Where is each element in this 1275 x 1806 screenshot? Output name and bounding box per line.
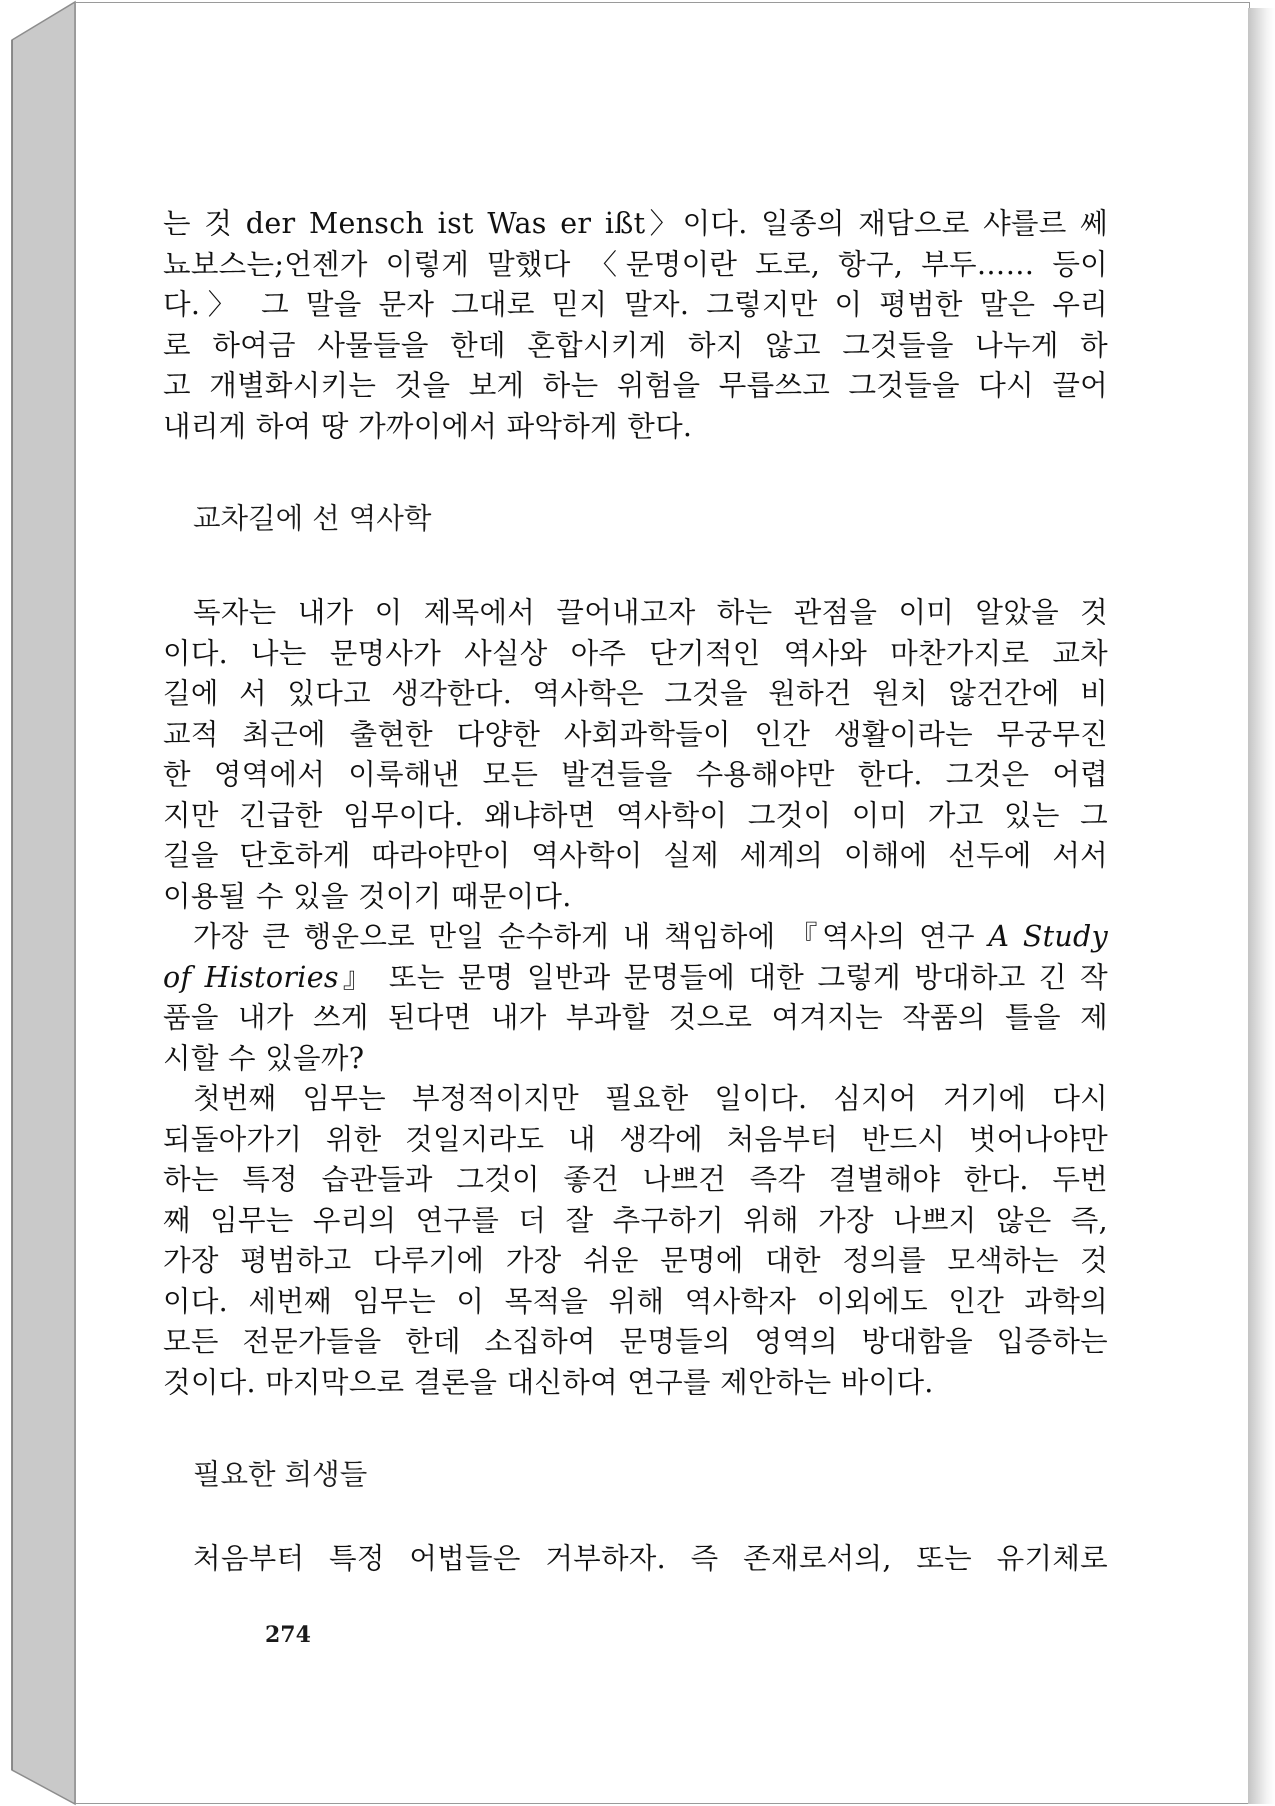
book-spine xyxy=(0,0,80,1806)
text-line: 처음부터 특정 어법들은 거부하자. 즉 존재로서의, 또는 유기체로 xyxy=(193,1542,1108,1575)
paragraph-5 xyxy=(163,1539,1108,1580)
section-heading: 교차길에 선 역사학 xyxy=(193,502,432,535)
text-line: 길을 단호하게 따라야만이 역사학이 실제 세계의 이해에 선두에 서서 xyxy=(163,839,1108,872)
paragraph-3 xyxy=(163,917,1108,1079)
paragraph-4 xyxy=(163,1079,1108,1403)
book-title-italic: A Study xyxy=(988,920,1108,953)
text-line: 첫번째 임무는 부정적이지만 필요한 일이다. 심지어 거기에 다시 xyxy=(193,1082,1108,1115)
text-line: 품을 내가 쓰게 된다면 내가 부과할 것으로 여겨지는 작품의 틀을 제 xyxy=(163,1001,1108,1034)
text-line: 되돌아가기 위한 것일지라도 내 생각에 처음부터 반드시 벗어나야만 xyxy=(163,1122,1108,1156)
text-line: 모든 전문가들을 한데 소집하여 문명들의 영역의 방대함을 입증하는 xyxy=(163,1325,1108,1358)
text-line: 는 것 der Mensch ist Was er ißt〉이다. 일종의 재담으로 샤를르 쎄 xyxy=(163,207,1108,240)
text-line: 이다. 세번째 임무는 이 목적을 위해 역사학자 이외에도 인간 과학의 xyxy=(163,1284,1108,1318)
paragraph-2 xyxy=(163,593,1108,917)
text-line: 것이다. 마지막으로 결론을 대신하여 연구를 제안하는 바이다. xyxy=(163,1365,934,1399)
page-text xyxy=(163,204,1108,1580)
text-line: 지만 긴급한 임무이다. 왜냐하면 역사학이 그것이 이미 가고 있는 그 xyxy=(163,798,1108,832)
text-line: 시할 수 있을까? xyxy=(163,1041,365,1075)
text-line: 로 하여금 사물들을 한데 혼합시키게 하지 않고 그것들을 나누게 하 xyxy=(163,328,1108,362)
text-line: 고 개별화시키는 것을 보게 하는 위험을 무릅쓰고 그것들을 다시 끌어 xyxy=(163,369,1108,402)
text-line: 이용될 수 있을 것이기 때문이다. xyxy=(163,879,572,913)
text-line xyxy=(163,958,1108,999)
text-line: 교적 최근에 출현한 다양한 사회과학들이 인간 생활이라는 무궁무진 xyxy=(163,717,1108,751)
book-title-italic: of Histories xyxy=(163,960,339,994)
text-span: 가장 큰 행운으로 만일 순수하게 내 책임하에 『역사의 연구 xyxy=(193,920,989,953)
text-line: 독자는 내가 이 제목에서 끌어내고자 하는 관점을 이미 알았을 것 xyxy=(193,596,1108,629)
text-line: 가장 평범하고 다루기에 가장 쉬운 문명에 대한 정의를 모색하는 것 xyxy=(163,1244,1108,1277)
section-heading: 필요한 희생들 xyxy=(193,1458,368,1491)
text-line: 째 임무는 우리의 연구를 더 잘 추구하기 위해 가장 나쁘지 않은 즉, xyxy=(163,1203,1108,1237)
text-line: 뇨보스는;언젠가 이렇게 말했다 〈문명이란 도로, 항구, 부두…… 등이 xyxy=(163,247,1108,281)
text-line: 하는 특정 습관들과 그것이 좋건 나쁘건 즉각 결별해야 한다. 두번 xyxy=(163,1163,1108,1196)
text-line: 다.〉 그 말을 문자 그대로 믿지 말자. 그렇지만 이 평범한 말은 우리 xyxy=(163,288,1108,321)
page-number: 274 xyxy=(265,1622,311,1648)
page-edge-shadow xyxy=(1248,8,1275,1804)
text-line xyxy=(163,917,1108,958)
text-line: 길에 서 있다고 생각한다. 역사학은 그것을 원하건 원치 않건간에 비 xyxy=(163,677,1108,710)
text-line: 한 영역에서 이룩해낸 모든 발견들을 수용해야만 한다. 그것은 어렵 xyxy=(163,758,1108,791)
paragraph-1 xyxy=(163,204,1108,447)
text-line: 내리게 하여 땅 가까이에서 파악하게 한다. xyxy=(163,409,693,443)
text-line: 이다. 나는 문명사가 사실상 아주 단기적인 역사와 마찬가지로 교차 xyxy=(163,636,1108,670)
text-span: 』 또는 문명 일반과 문명들에 대한 그렇게 방대하고 긴 작 xyxy=(338,960,1108,994)
